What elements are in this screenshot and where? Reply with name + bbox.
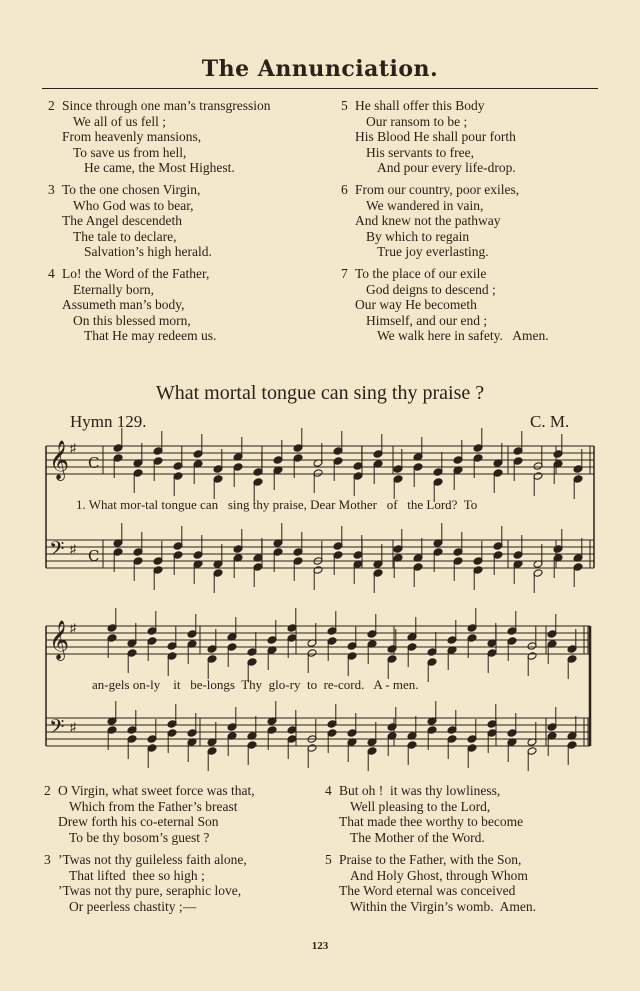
verse-line: And Holy Ghost, through Whom [350,867,528,883]
page-number: 123 [311,940,329,952]
verse-line: Which from the Father’s breast [69,798,238,814]
hymn-number: Hymn 129. [70,412,147,431]
verse-line: And knew not the pathway [355,213,501,229]
verse-line: Within the Virgin’s womb. Amen. [350,898,537,914]
verse-line: The Mother of the Word. [350,829,485,845]
verse-number: 2 [48,98,55,113]
verse-number: 3 [44,852,51,867]
verse-line: The Angel descendeth [62,213,182,229]
lyrics-system-2: an-gels on-ly it be-longs Thy glo-ry to re-cord. A - men. [92,677,419,692]
sharp-sign: ♯ [70,621,76,635]
verse-line: But oh ! it was thy lowliness, [339,783,501,798]
sharp-sign: ♯ [70,542,76,556]
verse-line: The tale to declare, [73,228,177,244]
lyrics-system-1: 1. What mor-tal tongue can sing thy praise, Dear Mother of the Lord? To [76,497,478,512]
verse-line: From heavenly mansions, [62,129,202,145]
verse-line: To save us from hell, [73,144,187,160]
treble-clef: 𝄞 [49,620,70,660]
verse-number: 4 [325,783,332,798]
verse-2-bottom [44,783,255,845]
verse-line: Drew forth his co-eternal Son [58,814,219,830]
verse-line: Salvation’s high herald. [84,244,212,260]
verse-line: ’Twas not thy pure, seraphic love, [58,883,242,899]
verse-line: Or peerless chastity ;— [69,898,197,914]
time-signature: C [88,547,100,565]
time-signature: C [88,454,100,472]
verse-line: The Word eternal was conceived [339,883,516,899]
verse-number: 5 [325,852,332,867]
hymn-meter: C. M. [530,412,570,431]
verse-line: That lifted thee so high ; [69,867,205,883]
verse-line: That made thee worthy to become [339,814,524,830]
verse-line: Since through one man’s transgression [62,98,271,113]
verse-line: We wandered in vain, [366,197,484,213]
sharp-sign: ♯ [70,441,76,455]
verse-number: 4 [48,266,55,281]
hymn-title: What mortal tongue can sing thy praise ? [155,382,485,404]
verse-3-bottom [44,852,247,914]
sharp-sign: ♯ [70,720,76,734]
verse-number: 7 [341,266,348,281]
verse-line: From our country, poor exiles, [355,182,520,197]
verse-line: We all of us fell ; [73,113,167,129]
verse-line: God deigns to descend ; [366,281,496,297]
verse-number: 6 [341,182,348,197]
verse-line: Assumeth man’s body, [62,297,185,313]
verse-line: He came, the Most Highest. [84,160,235,176]
verse-line: On this blessed morn, [73,312,191,328]
verse-line: And pour every life-drop. [377,160,516,176]
verse-line: By which to regain [366,228,470,244]
verse-line: O Virgin, what sweet force was that, [58,783,255,798]
verse-line: Eternally born, [73,281,154,297]
verse-line: Who God was to bear, [73,197,194,213]
verse-line: True joy everlasting. [377,244,489,260]
verse-line: Our way He becometh [355,297,477,313]
verse-line: Our ransom to be ; [366,113,468,129]
verse-number: 2 [44,783,51,798]
verse-line: His servants to free, [366,144,474,160]
verse-5-bottom [325,852,536,914]
verse-line: That He may redeem us. [84,328,217,344]
verse-line: His Blood He shall pour forth [355,129,516,145]
bass-clef: 𝄢 [49,537,65,565]
verse-line: ’Twas not thy guileless faith alone, [58,852,247,867]
verse-line: Well pleasing to the Lord, [350,798,491,814]
verse-line: Lo! the Word of the Father, [62,266,210,281]
verse-4-bottom [325,783,523,845]
verse-line: To the place of our exile [355,266,487,281]
verse-line: Praise to the Father, with the Son, [339,852,522,867]
verse-line: We walk here in safety. Amen. [377,328,549,344]
bass-clef: 𝄢 [49,715,65,743]
verse-number: 5 [341,98,348,113]
page-header-title: The Annunciation. [201,56,439,82]
verse-number: 3 [48,182,55,197]
verse-line: To be thy bosom’s guest ? [69,829,210,845]
verse-line: To the one chosen Virgin, [62,182,201,197]
treble-clef: 𝄞 [49,440,70,480]
verse-line: Himself, and our end ; [366,312,488,328]
verse-line: He shall offer this Body [355,98,485,113]
